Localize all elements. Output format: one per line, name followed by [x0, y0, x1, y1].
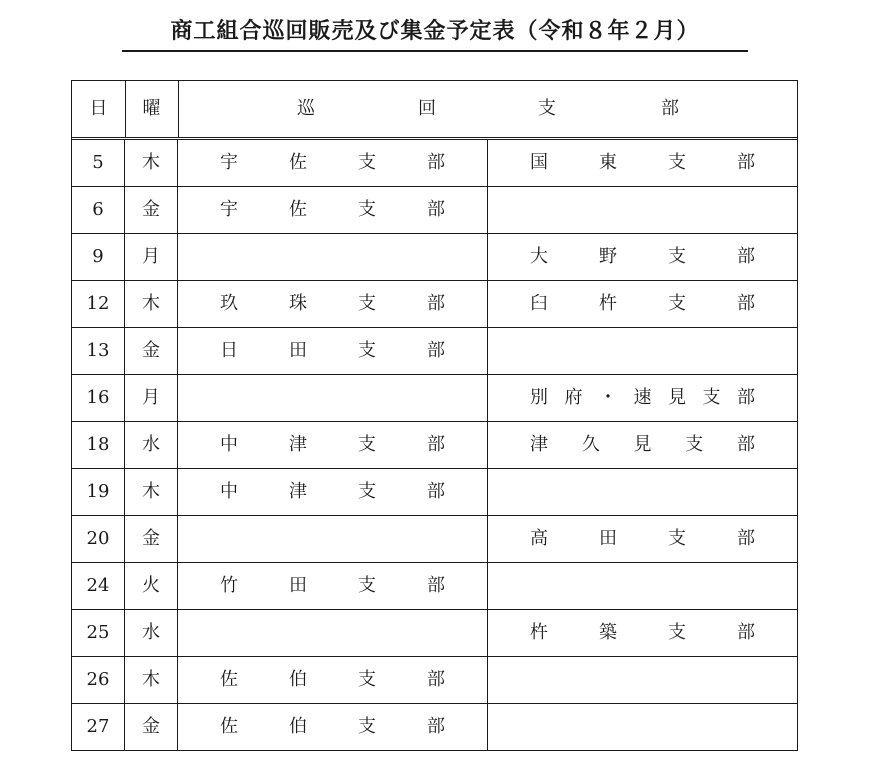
branch-cell-left [178, 281, 488, 327]
branch-char: 杵 [530, 622, 548, 643]
header-caption-char: 巡 [297, 98, 315, 119]
branch-char: 部 [737, 246, 755, 267]
branch-cell-left [178, 563, 488, 609]
table-header [72, 81, 797, 140]
table-row [72, 328, 797, 375]
branch-name [220, 140, 445, 186]
table-row [72, 469, 797, 516]
table-row [72, 140, 797, 187]
weekday-cell: 木 [125, 657, 178, 703]
weekday-cell: 金 [125, 704, 178, 750]
branch-name [220, 657, 445, 703]
branch-name [530, 187, 755, 233]
branch-char: 見 [633, 434, 652, 455]
branch-cell-left [178, 328, 488, 374]
weekday-cell: 木 [125, 140, 178, 186]
branch-char: 中 [220, 434, 238, 455]
day-cell: 13 [72, 328, 125, 374]
day-cell: 5 [72, 140, 125, 186]
branch-char: 田 [289, 340, 307, 361]
branch-char: 部 [737, 152, 755, 173]
branch-name [530, 375, 755, 421]
branch-name [220, 422, 445, 468]
branch-char: 大 [530, 246, 548, 267]
table-row [72, 516, 797, 563]
branch-name [220, 516, 445, 562]
branch-name [530, 704, 755, 750]
branch-name [530, 281, 755, 327]
table-row [72, 187, 797, 234]
branch-cell-left [178, 469, 488, 515]
branch-char: 支 [358, 716, 376, 737]
branch-name [220, 563, 445, 609]
weekday-cell: 木 [125, 281, 178, 327]
page-title: 商工組合巡回販売及び集金予定表（令和８年２月） [122, 12, 748, 52]
branch-name [530, 469, 755, 515]
branch-char: 日 [220, 340, 238, 361]
branch-char: 津 [530, 434, 548, 455]
branch-cell-right [488, 375, 797, 421]
branch-char: 国 [530, 152, 548, 173]
branch-cell-right [488, 187, 797, 233]
branch-char: 部 [427, 152, 445, 173]
branch-char: 支 [358, 152, 376, 173]
day-cell: 26 [72, 657, 125, 703]
branch-cell-left [178, 516, 488, 562]
branch-cell-right [488, 563, 797, 609]
branch-char: 宇 [220, 199, 238, 220]
day-cell: 18 [72, 422, 125, 468]
day-cell: 24 [72, 563, 125, 609]
day-cell: 9 [72, 234, 125, 280]
branch-cell-right [488, 657, 797, 703]
branch-cell-left [178, 704, 488, 750]
branch-char: 高 [530, 528, 548, 549]
branch-cell-right [488, 328, 797, 374]
branch-cell-right [488, 516, 797, 562]
table-body [72, 140, 797, 751]
branch-char: 部 [737, 528, 755, 549]
branch-char: 伯 [289, 669, 307, 690]
branch-char: 支 [668, 622, 686, 643]
branch-cell-right [488, 234, 797, 280]
branch-char: 速 [633, 387, 652, 408]
branch-char: 玖 [220, 293, 238, 314]
branch-char: 部 [737, 622, 755, 643]
branch-char: 支 [702, 387, 721, 408]
table-row [72, 375, 797, 422]
branch-char: 臼 [530, 293, 548, 314]
day-cell: 16 [72, 375, 125, 421]
branch-char: 支 [358, 575, 376, 596]
branch-char: 支 [668, 528, 686, 549]
weekday-cell: 金 [125, 328, 178, 374]
branch-char: 府 [564, 387, 583, 408]
branch-name [220, 328, 445, 374]
branch-name [530, 422, 755, 468]
branch-name [530, 328, 755, 374]
branch-cell-left [178, 422, 488, 468]
weekday-cell: 水 [125, 610, 178, 656]
branch-char: 宇 [220, 152, 238, 173]
branch-char: 部 [427, 340, 445, 361]
branch-char: 久 [581, 434, 600, 455]
weekday-cell: 金 [125, 187, 178, 233]
branch-name [220, 187, 445, 233]
table-row [72, 563, 797, 610]
branch-char: 築 [599, 622, 617, 643]
branch-name [530, 563, 755, 609]
branch-char: 佐 [289, 152, 307, 173]
branch-cell-right [488, 469, 797, 515]
header-caption-char: 部 [661, 98, 679, 119]
branch-char: 珠 [289, 293, 307, 314]
branch-char: 田 [289, 575, 307, 596]
branch-char: 部 [427, 669, 445, 690]
branch-char: 津 [289, 434, 307, 455]
branch-name [530, 516, 755, 562]
branch-char: 田 [599, 528, 617, 549]
branch-char: 部 [427, 716, 445, 737]
branch-name [220, 704, 445, 750]
day-cell: 20 [72, 516, 125, 562]
branch-char: 支 [668, 246, 686, 267]
branch-name [530, 610, 755, 656]
branch-char: 中 [220, 481, 238, 502]
branch-char: ・ [599, 387, 617, 408]
branch-char: 支 [358, 340, 376, 361]
branch-char: 野 [599, 246, 617, 267]
branch-cell-right [488, 140, 797, 186]
branch-cell-left [178, 140, 488, 186]
branch-cell-right [488, 281, 797, 327]
day-cell: 27 [72, 704, 125, 750]
table-row [72, 422, 797, 469]
branch-cell-right [488, 422, 797, 468]
day-cell: 6 [72, 187, 125, 233]
branch-cell-right [488, 610, 797, 656]
branch-char: 支 [668, 152, 686, 173]
branch-char: 部 [427, 199, 445, 220]
header-weekday: 曜 [125, 81, 179, 137]
branch-name [530, 234, 755, 280]
branch-name [220, 610, 445, 656]
header-caption-char: 支 [538, 98, 556, 119]
branch-char: 東 [599, 152, 617, 173]
weekday-cell: 水 [125, 422, 178, 468]
branch-name [220, 281, 445, 327]
weekday-cell: 木 [125, 469, 178, 515]
branch-name [530, 140, 755, 186]
day-cell: 25 [72, 610, 125, 656]
branch-char: 部 [427, 434, 445, 455]
branch-char: 支 [358, 434, 376, 455]
branch-char: 部 [737, 387, 755, 408]
branch-char: 支 [668, 293, 686, 314]
branch-char: 佐 [289, 199, 307, 220]
header-caption-char: 回 [418, 98, 436, 119]
branch-name [220, 234, 445, 280]
branch-cell-right [488, 704, 797, 750]
branch-cell-left [178, 375, 488, 421]
branch-char: 支 [358, 293, 376, 314]
branch-char: 支 [358, 669, 376, 690]
branch-name [530, 657, 755, 703]
branch-cell-left [178, 610, 488, 656]
branch-char: 部 [427, 293, 445, 314]
table-row [72, 234, 797, 281]
branch-char: 津 [289, 481, 307, 502]
branch-char: 竹 [220, 575, 238, 596]
branch-char: 佐 [220, 669, 238, 690]
weekday-cell: 火 [125, 563, 178, 609]
header-day: 日 [72, 81, 126, 137]
branch-name [220, 375, 445, 421]
table-row [72, 610, 797, 657]
day-cell: 12 [72, 281, 125, 327]
branch-char: 部 [427, 575, 445, 596]
branch-cell-left [178, 187, 488, 233]
table-row [72, 281, 797, 328]
branch-char: 伯 [289, 716, 307, 737]
table-row [72, 704, 797, 751]
branch-char: 支 [358, 481, 376, 502]
branch-char: 杵 [599, 293, 617, 314]
weekday-cell: 月 [125, 375, 178, 421]
branch-cell-left [178, 234, 488, 280]
day-cell: 19 [72, 469, 125, 515]
branch-name [220, 469, 445, 515]
weekday-cell: 月 [125, 234, 178, 280]
branch-char: 部 [737, 434, 755, 455]
branch-char: 支 [358, 199, 376, 220]
branch-char: 佐 [220, 716, 238, 737]
branch-char: 見 [668, 387, 686, 408]
weekday-cell: 金 [125, 516, 178, 562]
schedule-table [71, 80, 798, 751]
branch-char: 部 [737, 293, 755, 314]
branch-char: 別 [530, 387, 548, 408]
branch-char: 部 [427, 481, 445, 502]
branch-char: 支 [685, 434, 704, 455]
branch-cell-left [178, 657, 488, 703]
table-row [72, 657, 797, 704]
